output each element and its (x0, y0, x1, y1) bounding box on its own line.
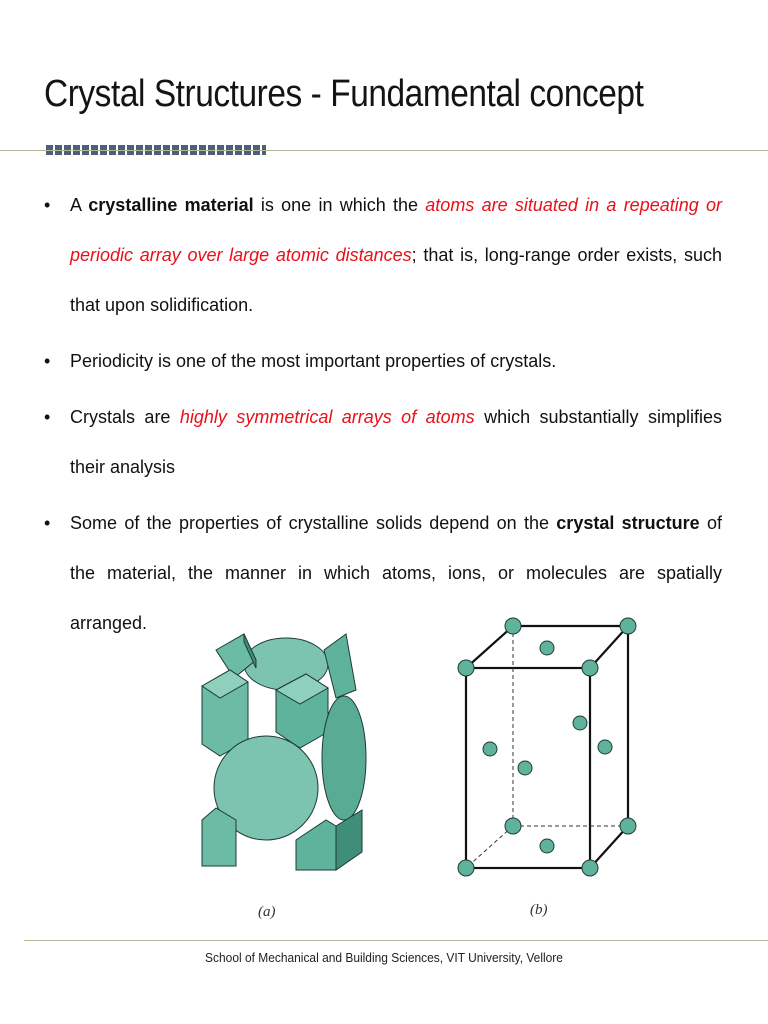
bullet-item (44, 392, 722, 492)
bullet-text-highlight: atoms are situated in a repeating or periodic array over large atomic distances (70, 195, 723, 265)
lattice-point-corner (505, 818, 521, 834)
bullet-text-bold: crystal structure (556, 513, 700, 533)
bullet-text-normal: is one in which the (253, 195, 426, 215)
lattice-point-face (573, 716, 587, 730)
bullet-dot: • (44, 513, 51, 533)
bullet-item (44, 336, 722, 386)
fcc-lattice-figure (450, 606, 645, 886)
lattice-point-face (518, 761, 532, 775)
bullet-dot: • (44, 351, 51, 371)
lattice-point-corner (458, 860, 474, 876)
atom-corner-bottom-left (202, 808, 236, 866)
lattice-point-face (540, 839, 554, 853)
lattice-point-corner (505, 618, 521, 634)
bullet-text-normal: ; that is, long-range order exists, such that upon solidification. (70, 245, 722, 315)
bullet-text-normal: Crystals are (70, 407, 180, 427)
fcc-hard-sphere-figure (196, 620, 376, 880)
lattice-point-face (483, 742, 497, 756)
slide-title: Crystal Structures - Fundamental concept (44, 73, 644, 115)
bullet-item (44, 180, 722, 330)
atom-right-face (322, 696, 366, 820)
figure-caption-a: (a) (258, 904, 276, 920)
lattice-point-corner (620, 618, 636, 634)
bullet-list (44, 180, 722, 654)
bullet-text-bold: crystalline material (88, 195, 254, 215)
bullet-text-normal: of the material, the manner in which atoms, ions, or molecules are spatially arranged. (70, 513, 722, 633)
lattice-point-face (598, 740, 612, 754)
atom-corner-top-right (324, 634, 356, 698)
bullet-text-normal: A (70, 195, 89, 215)
lattice-point-corner (582, 660, 598, 676)
footer-rule (24, 940, 768, 941)
lattice-point-corner (458, 660, 474, 676)
atom-corner-bottom-right (296, 820, 336, 870)
bullet-text-normal: which substantially simplifies their analysis (70, 407, 722, 477)
lattice-point-corner (620, 818, 636, 834)
bullet-text-normal: Periodicity is one of the most important properties of crystals. (70, 351, 557, 371)
lattice-point-corner (582, 860, 598, 876)
lattice-point-face (540, 641, 554, 655)
title-rule (0, 150, 768, 151)
bullet-text-normal: Some of the properties of crystalline solids depend on the (70, 513, 557, 533)
bullet-dot: • (44, 407, 51, 427)
bullet-dot: • (44, 195, 51, 215)
figure-caption-b: (b) (530, 902, 548, 918)
footer-text: School of Mechanical and Building Sciences, VIT University, Vellore (205, 950, 563, 965)
bullet-text-highlight: highly symmetrical arrays of atoms (179, 407, 475, 427)
